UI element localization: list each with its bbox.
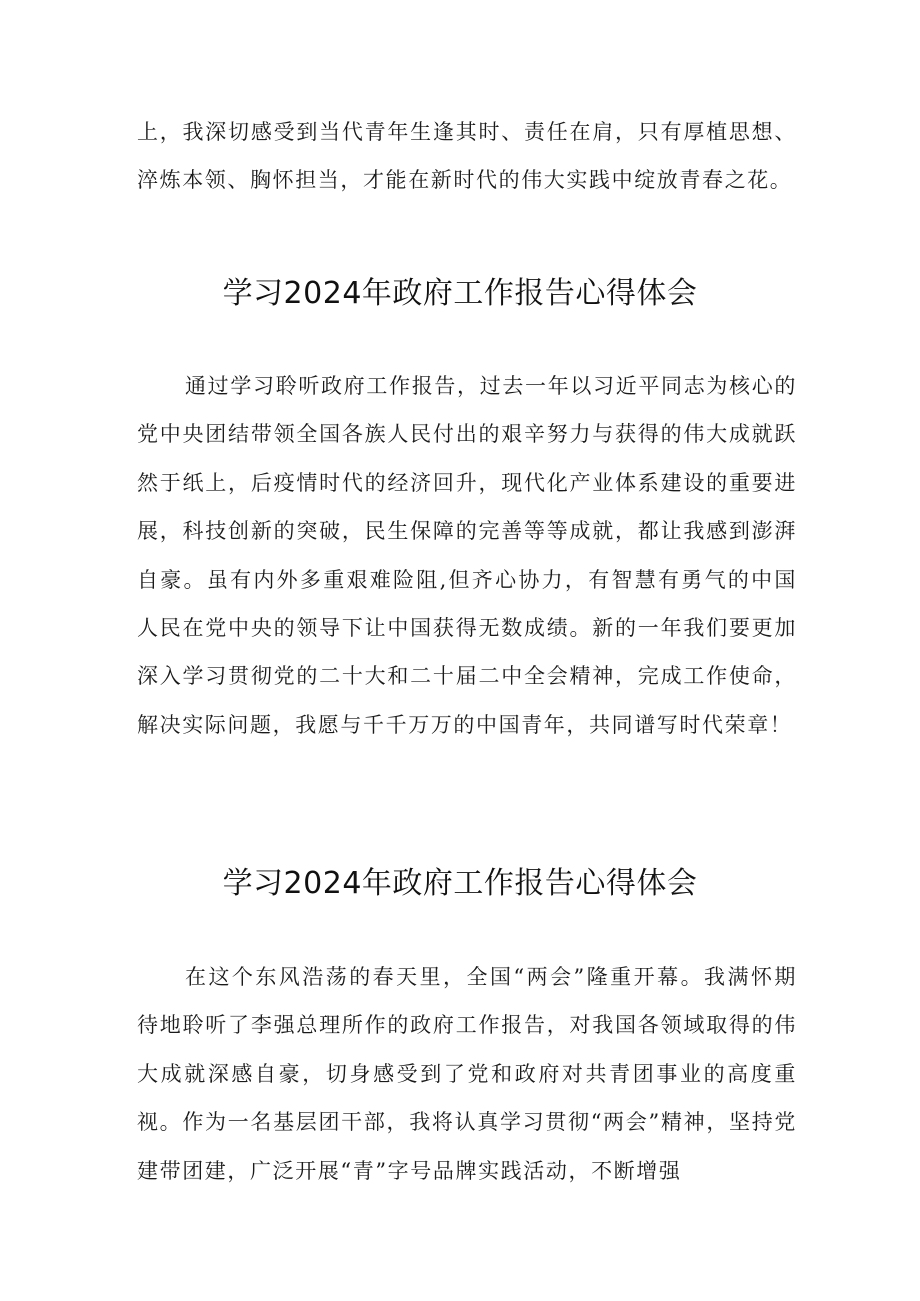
continued-paragraph: 上，我深切感受到当代青年生逢其时、责任在肩，只有厚植思想、淬炼本领、胸怀担当，才能在新时代的伟大实践中绽放青春之花。 <box>137 120 797 193</box>
section-paragraph: 在这个东风浩荡的春天里，全国“两会”隆重开幕。我满怀期待地聆听了李强总理所作的政府工作报告，对我国各领域取得的伟大成就深感自豪，切身感受到了党和政府对共青团事业的高度重视。作为一名基层团干部，我将认真学习贯彻“两会”精神，坚持党建带团建，广泛开展“青”字号品牌实践活动，不断增强 <box>137 965 797 1183</box>
section-paragraph: 通过学习聆听政府工作报告，过去一年以习近平同志为核心的党中央团结带领全国各族人民付出的艰辛努力与获得的伟大成就跃然于纸上，后疫情时代的经济回升，现代化产业体系建设的重要进展，科技创新的突破，民生保障的完善等等成就，都让我感到澎湃自豪。虽有内外多重艰难险阻,但齐心协力，有智慧有勇气的中国人民在党中央的领导下让中国获得无数成绩。新的一年我们要更加深入学习贯彻党的二十大和二十届二中全会精神，完成工作使命，解决实际问题，我愿与千千万万的中国青年，共同谱写时代荣章！ <box>137 374 797 737</box>
section-title: 学习2024年政府工作报告心得体会 <box>222 866 698 901</box>
section-title: 学习2024年政府工作报告心得体会 <box>222 276 698 311</box>
